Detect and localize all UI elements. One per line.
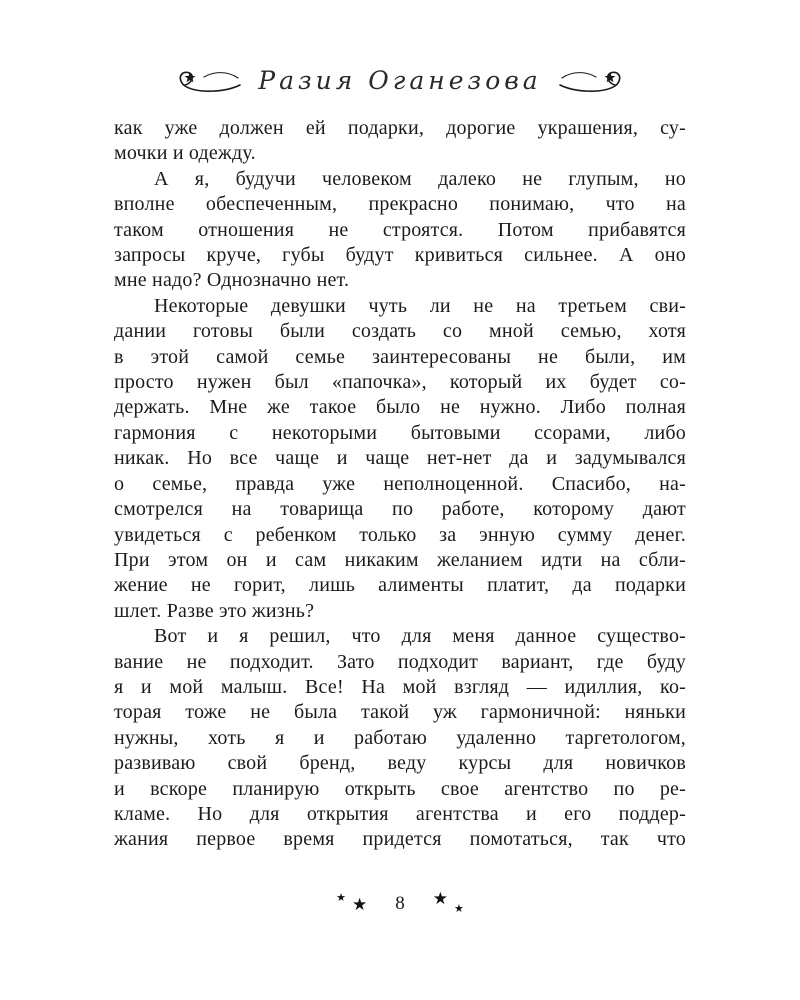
footer-star-left-small-icon: ★ (336, 891, 346, 904)
text-line: увидеться с ребенком только за энную сумму денег. (114, 523, 686, 546)
left-flourish-icon (176, 67, 242, 95)
page-number: 8 (395, 893, 405, 914)
text-line: мочки и одежду. (114, 142, 256, 165)
text-line: как уже должен ей подарки, дорогие украшения, су- (114, 117, 686, 139)
footer-star-right-big-icon: ★ (432, 888, 448, 908)
text-line: жания первое время придется помотаться, так что (114, 828, 686, 851)
text-line: вание не подходит. Зато подходит вариант, где буду (114, 650, 686, 673)
text-line: мне надо? Однозначно нет. (114, 269, 350, 292)
author-name: Разия Оганезова (258, 66, 542, 95)
text-line: нужны, хоть я и работаю удаленно таргетологом, (114, 726, 686, 749)
text-line: гармония с некоторыми бытовыми ссорами, либо (114, 421, 686, 444)
text-line: вполне обеспеченным, прекрасно понимаю, что на (114, 193, 686, 216)
text-line: кламе. Но для открытия агентства и его поддер- (114, 802, 686, 825)
text-line: запросы круче, губы будут кривиться сильнее. А оно (114, 244, 686, 267)
footer-star-left-big-icon: ★ (352, 894, 368, 914)
text-line: я и мой малыш. Все! На мой взгляд — идиллия, ко- (114, 675, 686, 698)
text-line: жение не горит, лишь алименты платит, да подарки (114, 574, 686, 597)
text-line: смотрелся на товарища по работе, которому дают (114, 498, 686, 521)
page-footer (0, 888, 800, 915)
text-line: А я, будучи человеком далеко не глупым, но (154, 167, 686, 190)
text-line: торая тоже не была такой уж гармоничной: няньки (114, 701, 686, 724)
text-line: развиваю свой бренд, веду курсы для новичков (114, 752, 686, 775)
text-line: никак. Но все чаще и чаще нет-нет да и задумывался (114, 447, 686, 470)
page-body (114, 116, 686, 853)
footer-star-right-small-icon: ★ (454, 902, 464, 915)
text-line: о семье, правда уже неполноценной. Спасибо, на- (114, 472, 686, 495)
text-line: просто нужен был «папочка», который их будет со- (114, 371, 686, 394)
text-line: шлет. Разве это жизнь? (114, 599, 315, 622)
text-line: дании готовы были создать со мной семью, хотя (114, 320, 686, 343)
text-line: держать. Мне же такое было не нужно. Либо полная (114, 396, 686, 419)
text-line: в этой самой семье заинтересованы не были, им (114, 345, 686, 368)
text-line: При этом он и сам никаким желанием идти на сбли- (114, 548, 686, 571)
page-header (0, 66, 800, 95)
text-line: таком отношения не строятся. Потом прибавятся (114, 218, 686, 241)
text-line: Некоторые девушки чуть ли не на третьем сви- (154, 294, 686, 317)
text-line: и вскоре планирую открыть свое агентство по ре- (114, 777, 686, 800)
right-flourish-icon (558, 67, 624, 95)
text-line: Вот и я решил, что для меня данное существо- (154, 625, 686, 648)
